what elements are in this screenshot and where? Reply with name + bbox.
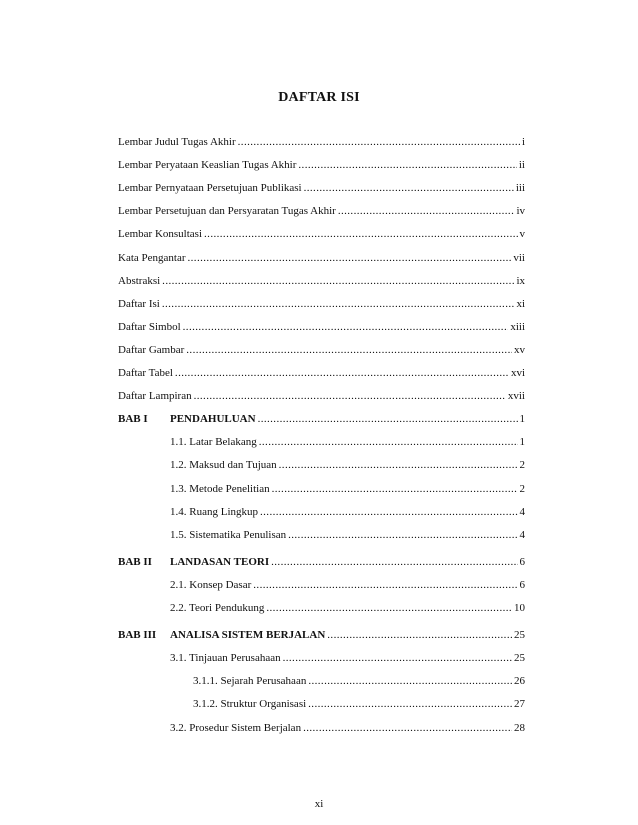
toc-entry (118, 182, 525, 200)
toc-page-number: 27 (514, 698, 525, 711)
toc-chapter (118, 629, 525, 647)
dot-leader (258, 413, 518, 425)
dot-leader (188, 252, 512, 264)
toc-section (193, 698, 525, 716)
toc-entry (118, 136, 525, 154)
dot-leader (162, 275, 514, 287)
toc-entry (118, 367, 525, 385)
toc-entry (118, 159, 525, 177)
dot-leader (175, 367, 509, 379)
toc-section (170, 529, 525, 547)
toc-section (170, 459, 525, 477)
toc-label: Daftar Simbol (118, 320, 181, 333)
toc-label: 1.2. Maksud dan Tujuan (170, 459, 277, 472)
toc-label: 3.2. Prosedur Sistem Berjalan (170, 721, 302, 734)
dot-leader (308, 698, 512, 710)
toc-page-number: i (521, 136, 525, 148)
toc-page-number: 25 (514, 652, 525, 665)
toc-entry (118, 321, 525, 339)
dot-leader (279, 459, 518, 471)
dot-leader (298, 159, 516, 171)
toc-entry (118, 390, 525, 408)
toc-label: Kata Pengantar (118, 251, 186, 264)
toc-page-number: xvi (510, 367, 525, 379)
toc-page-number: iv (516, 205, 525, 218)
toc-label: LANDASAN TEORI (170, 555, 270, 568)
dot-leader (288, 529, 517, 541)
dot-leader (303, 722, 512, 734)
dot-leader (194, 390, 506, 402)
toc-entry (118, 275, 525, 293)
dot-leader (253, 579, 517, 591)
toc-page-number: 25 (514, 629, 525, 642)
toc-entry (118, 228, 525, 246)
toc-page-number: 10 (514, 602, 525, 614)
toc-page-number: xv (514, 343, 525, 356)
toc-page-number: xi (516, 297, 525, 310)
toc-entry (118, 252, 525, 270)
dot-leader (327, 629, 512, 641)
dot-leader (259, 436, 518, 448)
toc-page-number: xvii (507, 390, 525, 403)
toc-label: Daftar Gambar (118, 343, 185, 356)
toc-page-number: 1 (519, 436, 525, 449)
dot-leader (238, 136, 520, 148)
toc-label: 1.3. Metode Penelitian (170, 482, 270, 495)
dot-leader (272, 483, 518, 495)
dot-leader (271, 556, 517, 568)
toc-entry (118, 205, 525, 223)
toc-page-number: ix (516, 274, 525, 287)
toc-label: PENDAHULUAN (170, 413, 256, 426)
toc-page-number: 6 (519, 555, 525, 568)
chapter-number: BAB III (118, 629, 157, 642)
dot-leader (186, 344, 512, 356)
toc-label: 2.1. Konsep Dasar (170, 578, 252, 591)
toc-page-number: 1 (519, 413, 525, 426)
toc-label: Daftar Isi (118, 297, 160, 310)
dot-leader (308, 675, 512, 687)
toc-chapter (118, 413, 525, 431)
dot-leader (260, 506, 518, 518)
toc-label: 3.1.1. Sejarah Perusahaan (193, 675, 307, 688)
toc-page-number: 2 (519, 459, 525, 472)
toc-label: Lembar Peryataan Keaslian Tugas Akhir (118, 159, 297, 172)
toc-label: 3.1.2. Struktur Organisasi (193, 698, 307, 711)
toc-label: 1.4. Ruang Lingkup (170, 505, 258, 518)
toc-entry (118, 298, 525, 316)
dot-leader (183, 321, 509, 333)
toc-page-number: 26 (514, 675, 525, 688)
toc-page-number: vii (513, 251, 525, 264)
toc-section (193, 675, 525, 693)
toc-section (170, 652, 525, 670)
dot-leader (266, 602, 512, 614)
toc-label: 1.1. Latar Belakang (170, 436, 257, 449)
page-number: xi (314, 798, 324, 810)
toc-page-number: iii (515, 182, 525, 195)
dot-leader (204, 228, 517, 240)
toc-entry (118, 344, 525, 362)
toc-section (170, 602, 525, 620)
toc-section (170, 579, 525, 597)
toc-label: Lembar Judul Tugas Akhir (118, 136, 236, 148)
toc-page-number: 2 (519, 482, 525, 495)
toc-label: Lembar Persetujuan dan Persyaratan Tugas Akhir (118, 205, 336, 218)
toc-label: Abstraksi (118, 274, 161, 287)
chapter-number: BAB I (118, 413, 148, 426)
toc-label: Daftar Lampiran (118, 390, 192, 403)
toc-label: 2.2. Teori Pendukung (170, 602, 265, 614)
dot-leader (162, 298, 515, 310)
toc-section (170, 436, 525, 454)
toc-chapter (118, 556, 525, 574)
toc-page-number: 28 (514, 721, 525, 734)
chapter-number: BAB II (118, 555, 152, 568)
dot-leader (283, 652, 512, 664)
toc-page-number: 4 (519, 505, 525, 518)
dot-leader (338, 205, 515, 217)
dot-leader (304, 182, 514, 194)
toc-section (170, 722, 525, 740)
toc-label: 1.5. Sistematika Penulisan (170, 528, 287, 541)
toc-page-number: xiii (510, 320, 525, 333)
toc-section (170, 483, 525, 501)
toc-label: 3.1. Tinjauan Perusahaan (170, 652, 281, 665)
toc-page-number: ii (518, 159, 525, 172)
toc-label: Lembar Pernyataan Persetujuan Publikasi (118, 182, 302, 195)
toc-label: Daftar Tabel (118, 367, 173, 379)
toc-page-number: 4 (519, 528, 525, 541)
toc-label: ANALISA SISTEM BERJALAN (170, 629, 326, 642)
toc-page-number: 6 (519, 578, 525, 591)
toc-section (170, 506, 525, 524)
page-title: DAFTAR ISI (278, 90, 360, 105)
toc-label: Lembar Konsultasi (118, 228, 203, 241)
toc-page-number: v (519, 228, 525, 241)
